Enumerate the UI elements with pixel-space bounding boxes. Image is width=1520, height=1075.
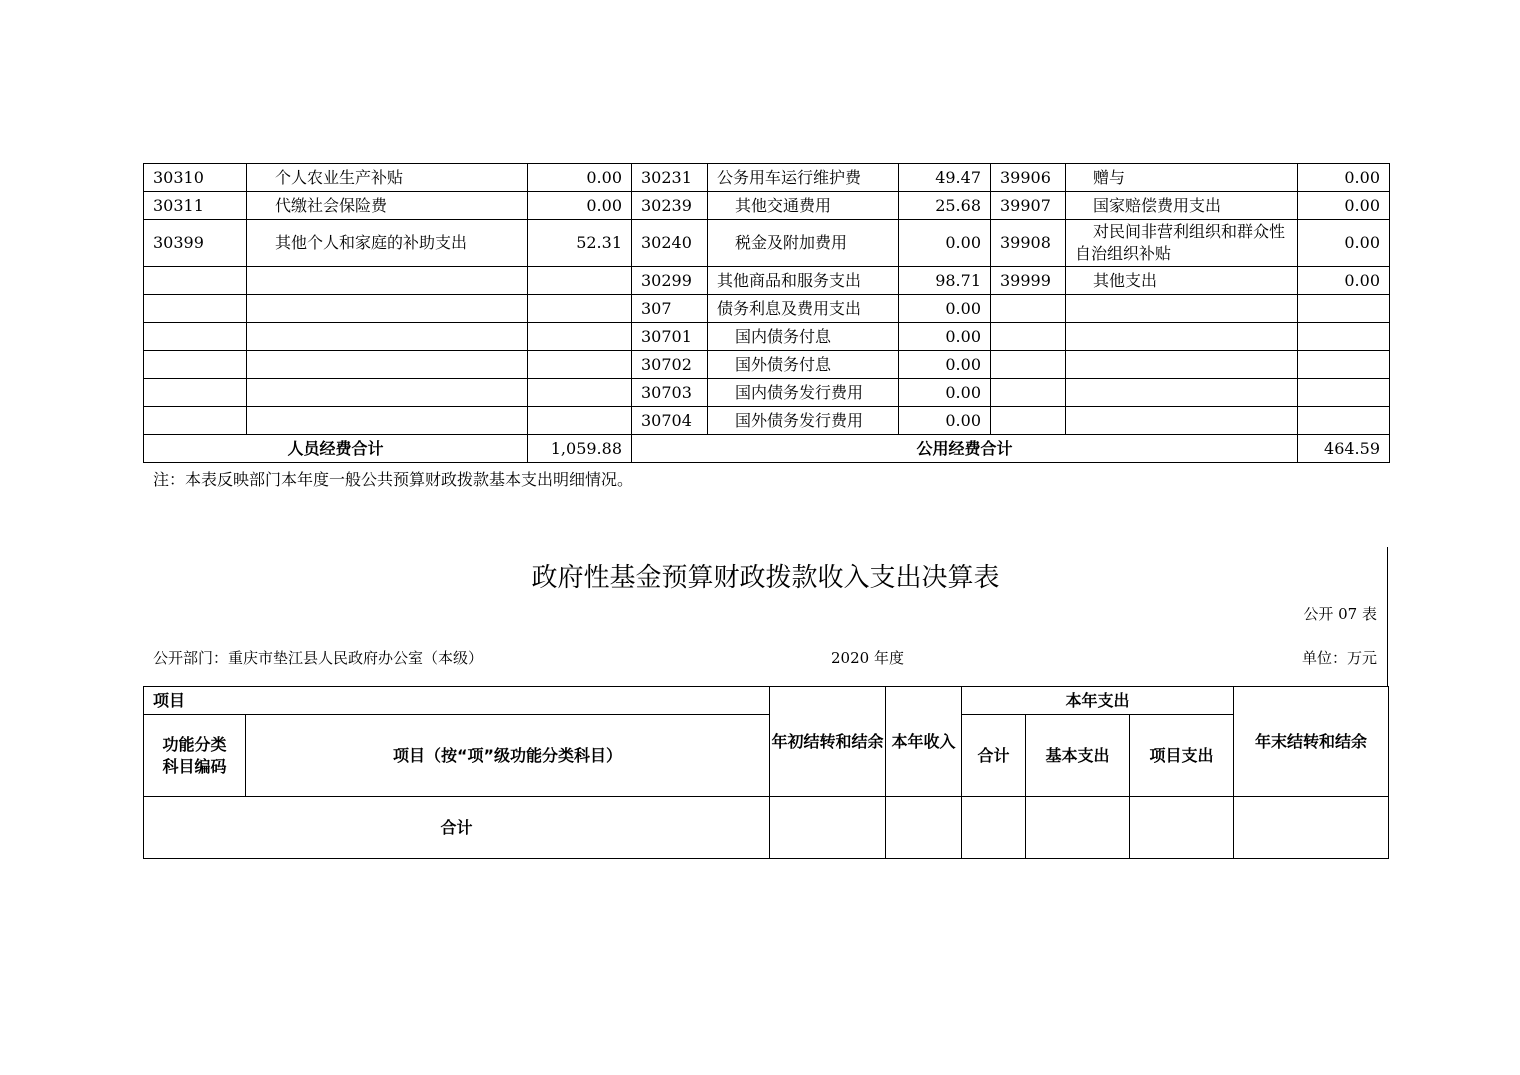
other-amount: [1298, 379, 1390, 407]
other-amount: 0.00: [1298, 267, 1390, 295]
personnel-amount: [528, 407, 632, 435]
other-code: 39908: [991, 220, 1066, 267]
fiscal-year: 2020 年度: [831, 649, 904, 667]
table-row: [144, 351, 1390, 379]
total-row-label: 合计: [144, 797, 770, 859]
personnel-amount: [528, 295, 632, 323]
other-code: [991, 295, 1066, 323]
other-code: [991, 351, 1066, 379]
fund-budget-table: [143, 686, 1389, 859]
personnel-item: [247, 407, 528, 435]
other-amount: [1298, 323, 1390, 351]
other-code: [991, 323, 1066, 351]
total-project-cell: [1130, 797, 1234, 859]
personnel-item: 其他个人和家庭的补助支出: [247, 220, 528, 267]
header-func-code: 功能分类科目编码: [144, 715, 246, 797]
other-code: 39999: [991, 267, 1066, 295]
header-project: 项目: [144, 687, 770, 715]
table-row: [144, 220, 1390, 267]
other-item: [1066, 407, 1298, 435]
total-row: [144, 797, 1389, 859]
personnel-amount: 0.00: [528, 164, 632, 192]
personnel-item: 个人农业生产补贴: [247, 164, 528, 192]
personnel-amount: 52.31: [528, 220, 632, 267]
personnel-amount: 0.00: [528, 192, 632, 220]
basic-expense-detail-table: [143, 163, 1390, 463]
public-total-value: 464.59: [1298, 435, 1390, 463]
public-item: 公务用车运行维护费: [708, 164, 899, 192]
public-amount: 0.00: [899, 379, 991, 407]
header-current-income: 本年收入: [886, 687, 962, 797]
table-row: [144, 192, 1390, 220]
table-row: [144, 164, 1390, 192]
header-row-1: [144, 687, 1389, 715]
total-closing-cell: [1234, 797, 1389, 859]
public-code: 30701: [632, 323, 708, 351]
table-note: 注：本表反映部门本年度一般公共预算财政拨款基本支出明细情况。: [153, 470, 634, 489]
header-basic-expense: 基本支出: [1026, 715, 1130, 797]
public-item: 国外债务付息: [708, 351, 899, 379]
public-item: 国内债务付息: [708, 323, 899, 351]
currency-unit: 单位：万元: [1301, 649, 1377, 667]
other-code: [991, 407, 1066, 435]
header-closing-balance: 年末结转和结余: [1234, 687, 1389, 797]
header-row-2: [144, 715, 1389, 797]
personnel-total-value: 1,059.88: [528, 435, 632, 463]
personnel-amount: [528, 323, 632, 351]
personnel-item: [247, 379, 528, 407]
form-number: 公开 07 表: [1303, 605, 1377, 623]
other-item: [1066, 295, 1298, 323]
other-amount: [1298, 407, 1390, 435]
total-basic-cell: [1026, 797, 1130, 859]
personnel-amount: [528, 351, 632, 379]
public-code: 30240: [632, 220, 708, 267]
table-row: [144, 267, 1390, 295]
public-amount: 0.00: [899, 407, 991, 435]
other-item: [1066, 379, 1298, 407]
total-income-cell: [886, 797, 962, 859]
table-row: [144, 323, 1390, 351]
other-item: 其他支出: [1066, 267, 1298, 295]
public-code: 30231: [632, 164, 708, 192]
personnel-code: [144, 351, 247, 379]
public-code: 30239: [632, 192, 708, 220]
personnel-amount: [528, 267, 632, 295]
other-code: 39906: [991, 164, 1066, 192]
other-amount: [1298, 295, 1390, 323]
public-amount: 98.71: [899, 267, 991, 295]
header-project-expense: 项目支出: [1130, 715, 1234, 797]
personnel-item: [247, 267, 528, 295]
public-item: 其他交通费用: [708, 192, 899, 220]
personnel-code: [144, 267, 247, 295]
public-code: 307: [632, 295, 708, 323]
personnel-code: [144, 323, 247, 351]
header-current-expense: 本年支出: [962, 687, 1234, 715]
personnel-item: [247, 323, 528, 351]
public-amount: 0.00: [899, 295, 991, 323]
public-amount: 49.47: [899, 164, 991, 192]
public-code: 30299: [632, 267, 708, 295]
public-code: 30703: [632, 379, 708, 407]
other-item: 国家赔偿费用支出: [1066, 192, 1298, 220]
personnel-item: 代缴社会保险费: [247, 192, 528, 220]
personnel-item: [247, 351, 528, 379]
public-amount: 25.68: [899, 192, 991, 220]
personnel-total-label: 人员经费合计: [144, 435, 528, 463]
personnel-code: [144, 379, 247, 407]
personnel-code: 30399: [144, 220, 247, 267]
other-code: 39907: [991, 192, 1066, 220]
other-amount: 0.00: [1298, 164, 1390, 192]
total-opening-cell: [770, 797, 886, 859]
public-total-label: 公用经费合计: [632, 435, 1298, 463]
other-amount: 0.00: [1298, 220, 1390, 267]
public-item: 国内债务发行费用: [708, 379, 899, 407]
other-item: 对民间非营利组织和群众性自治组织补贴: [1066, 220, 1298, 267]
table-row: [144, 379, 1390, 407]
personnel-item: [247, 295, 528, 323]
table-row: [144, 407, 1390, 435]
public-amount: 0.00: [899, 323, 991, 351]
header-item-name: 项目（按“项”级功能分类科目）: [246, 715, 770, 797]
public-item: 债务利息及费用支出: [708, 295, 899, 323]
personnel-code: 30310: [144, 164, 247, 192]
personnel-code: 30311: [144, 192, 247, 220]
public-item: 其他商品和服务支出: [708, 267, 899, 295]
public-code: 30702: [632, 351, 708, 379]
total-expense-cell: [962, 797, 1026, 859]
public-amount: 0.00: [899, 220, 991, 267]
table-total-row: [144, 435, 1390, 463]
header-opening-balance: 年初结转和结余: [770, 687, 886, 797]
public-item: 税金及附加费用: [708, 220, 899, 267]
other-item: [1066, 351, 1298, 379]
personnel-code: [144, 407, 247, 435]
report-title: 政府性基金预算财政拨款收入支出决算表: [531, 563, 1000, 593]
other-item: 赠与: [1066, 164, 1298, 192]
personnel-amount: [528, 379, 632, 407]
public-code: 30704: [632, 407, 708, 435]
other-code: [991, 379, 1066, 407]
other-amount: 0.00: [1298, 192, 1390, 220]
public-item: 国外债务发行费用: [708, 407, 899, 435]
personnel-code: [144, 295, 247, 323]
other-amount: [1298, 351, 1390, 379]
reporting-department: 公开部门：重庆市垫江县人民政府办公室（本级）: [153, 649, 484, 667]
header-expense-total: 合计: [962, 715, 1026, 797]
other-item: [1066, 323, 1298, 351]
public-amount: 0.00: [899, 351, 991, 379]
table-row: [144, 295, 1390, 323]
